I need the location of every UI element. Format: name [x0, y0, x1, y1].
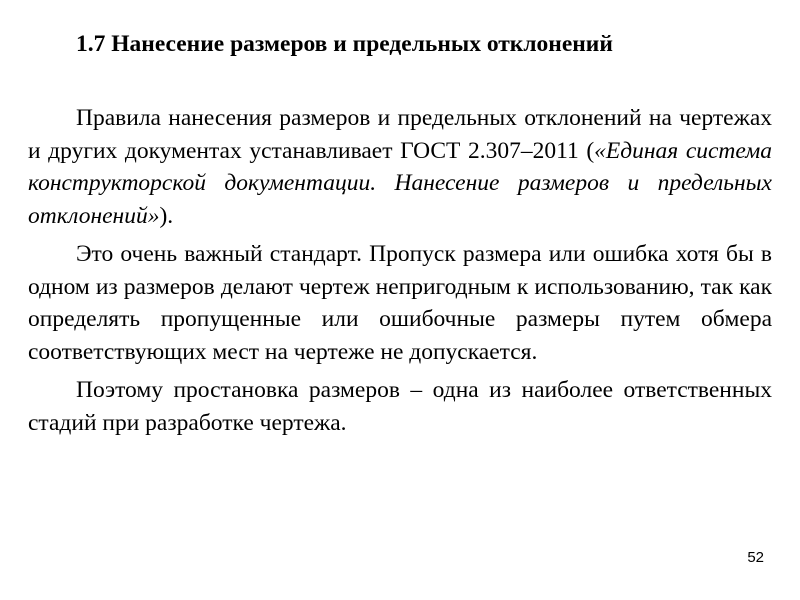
standard-title-italic: «Единая система конструкторской документации. Нанесение размеров и предельных отклонений» [28, 137, 772, 229]
paragraph-conclusion: Поэтому простановка размеров – одна из наиболее ответственных стадий при разработке чертежа. [28, 377, 772, 436]
page-number: 52 [747, 549, 764, 566]
section-heading: 1.7 Нанесение размеров и предельных отклонений [76, 31, 613, 57]
document-page [28, 28, 772, 445]
paragraph-gost-standard [28, 102, 772, 232]
paragraph-1-text: Правила нанесения размеров и предельных отклонений на чертежах и других документах устанавливает ГОСТ 2.307–2011 ( [28, 105, 772, 164]
paragraph-importance: Это очень важный стандарт. Пропуск размера или ошибка хотя бы в одном из размеров делают чертеж непригодным к использованию, так как определять пропущенные или ошибочные размеры путем обмера соответствующих мест на чертеже не допускается. [28, 241, 772, 365]
paragraph-1-closing: ). [159, 202, 174, 229]
